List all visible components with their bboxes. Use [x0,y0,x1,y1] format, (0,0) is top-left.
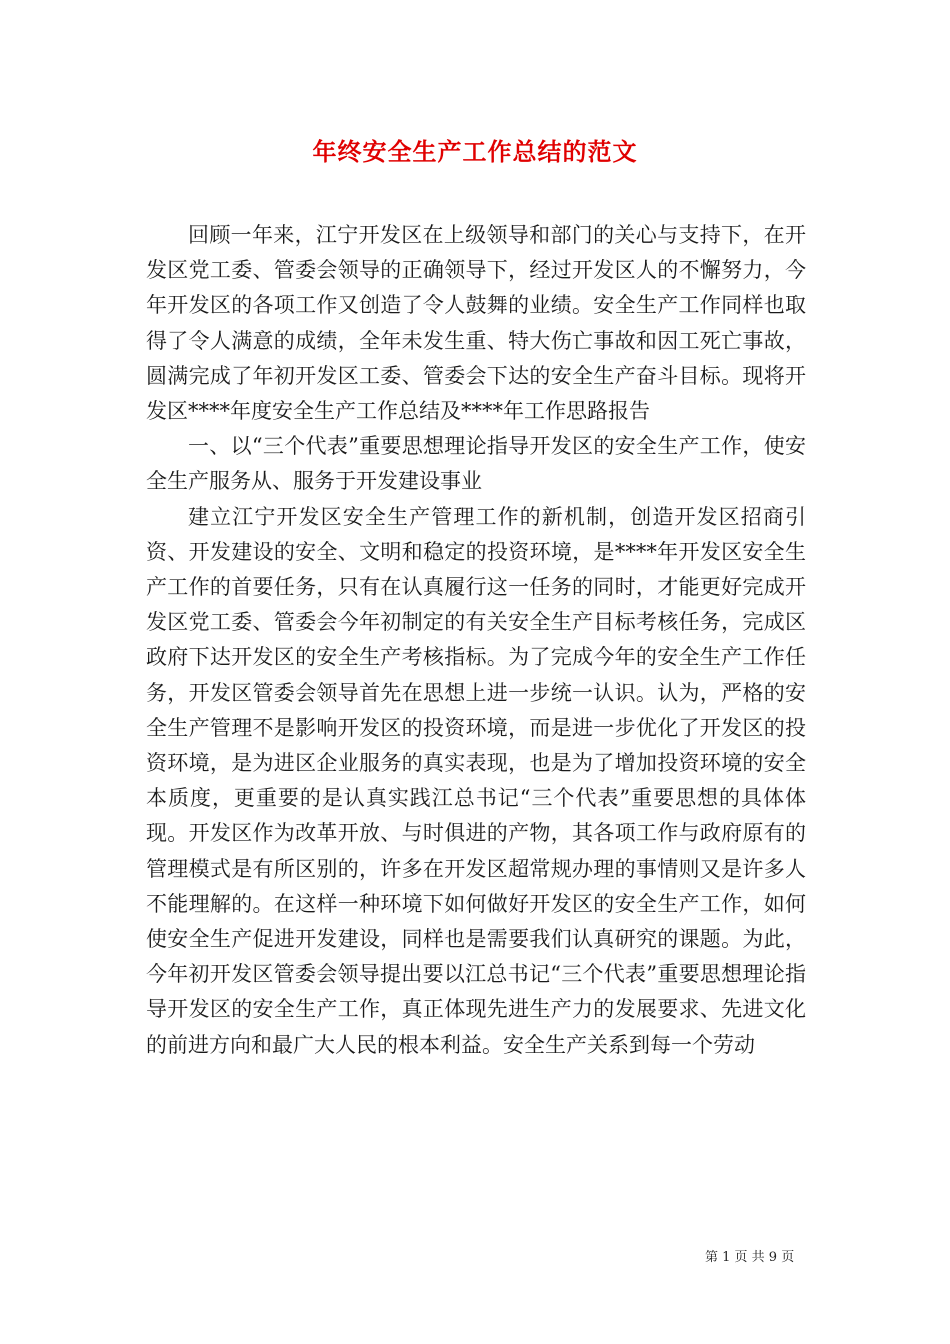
paragraph-section-body: 建立江宁开发区安全生产管理工作的新机制，创造开发区招商引资、开发建设的安全、文明和稳定的投资环境，是****年开发区安全生产工作的首要任务，只有在认真履行这一任务的同时，才能更好完成开发区党工委、管委会今年初制定的有关安全生产目标考核任务，完成区政府下达开发区的安全生产考核指标。为了完成今年的安全生产工作任务，开发区管委会领导首先在思想上进一步统一认识。认为，严格的安全生产管理不是影响开发区的投资环境，而是进一步优化了开发区的投资环境，是为进区企业服务的真实表现，也是为了增加投资环境的安全本质度，更重要的是认真实践江总书记“三个代表”重要思想的具体体现。开发区作为改革开放、与时俱进的产物，其各项工作与政府原有的管理模式是有所区别的，许多在开发区超常规办理的事情则又是许多人不能理解的。在这样一种环境下如何做好开发区的安全生产工作，如何使安全生产促进开发建设，同样也是需要我们认真研究的课题。为此，今年初开发区管委会领导提出要以江总书记“三个代表”重要思想理论指导开发区的安全生产工作，真正体现先进生产力的发展要求、先进文化的前进方向和最广大人民的根本利益。安全生产关系到每一个劳动 [146,504,806,1057]
page-number: 第 1 页 共 9 页 [705,1250,795,1265]
page-title: 年终安全生产工作总结的范文 [312,137,638,166]
paragraph-section-heading: 一、以“三个代表”重要思想理论指导开发区的安全生产工作，使安全生产服务从、服务于开发建设事业 [146,434,806,494]
paragraph-intro: 回顾一年来，江宁开发区在上级领导和部门的关心与支持下，在开发区党工委、管委会领导的正确领导下，经过开发区人的不懈努力，今年开发区的各项工作又创造了令人鼓舞的业绩。安全生产工作同样也取得了令人满意的成绩，全年未发生重、特大伤亡事故和因工死亡事故，圆满完成了年初开发区工委、管委会下达的安全生产奋斗目标。现将开发区****年度安全生产工作总结及****年工作思路报告 [146,223,806,424]
document-body [146,218,806,1063]
